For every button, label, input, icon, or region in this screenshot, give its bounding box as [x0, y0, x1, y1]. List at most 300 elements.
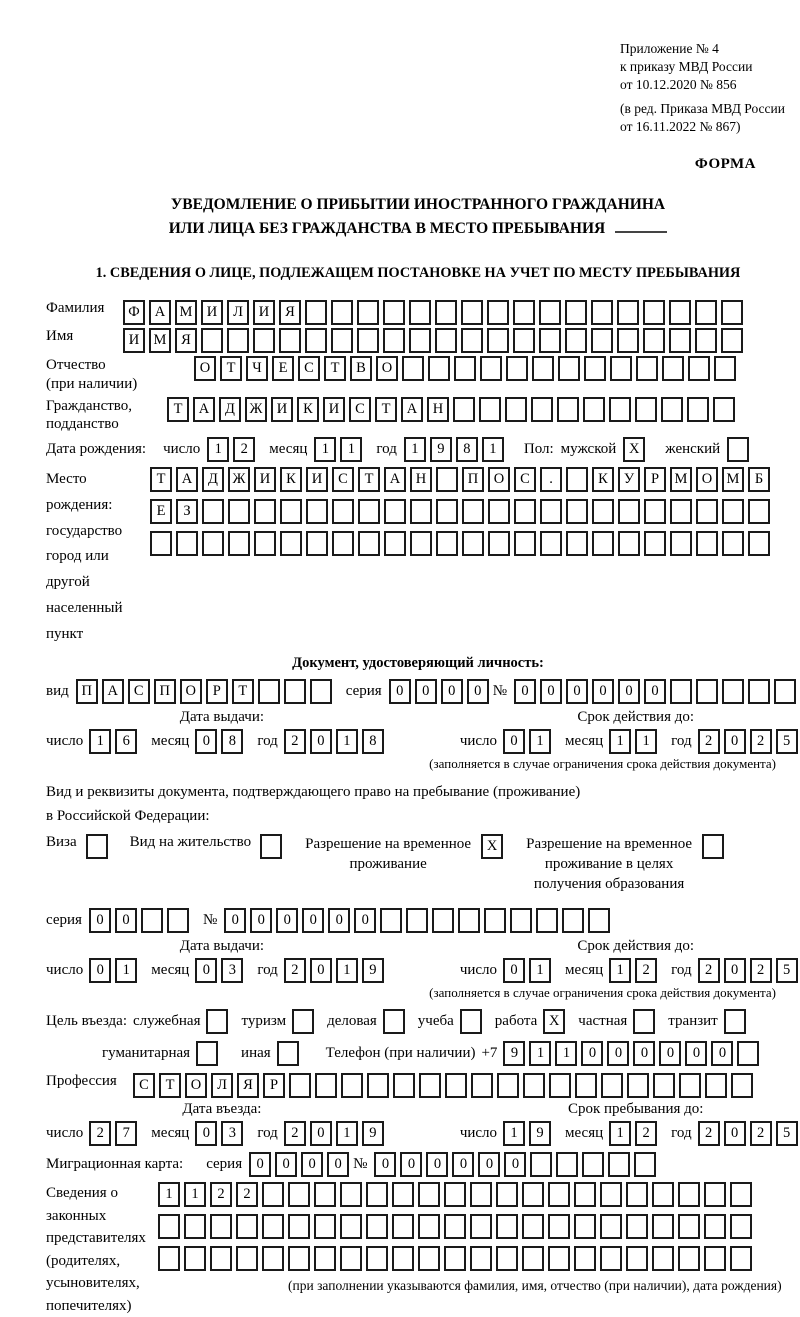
char-cell[interactable] — [574, 1214, 596, 1239]
char-cell[interactable] — [600, 1246, 622, 1271]
char-cell[interactable] — [562, 908, 584, 933]
char-cell[interactable]: 2 — [635, 1121, 657, 1146]
char-cell[interactable] — [724, 1009, 746, 1034]
char-cell[interactable] — [454, 356, 476, 381]
char-cell[interactable] — [470, 1182, 492, 1207]
char-cell[interactable]: З — [176, 499, 198, 524]
char-cell[interactable] — [210, 1214, 232, 1239]
char-cell[interactable]: Т — [159, 1073, 181, 1098]
char-cell[interactable]: 1 — [482, 437, 504, 462]
char-cell[interactable]: 1 — [529, 1041, 551, 1066]
char-cell[interactable] — [610, 356, 632, 381]
char-cell[interactable] — [548, 1246, 570, 1271]
char-cell[interactable] — [315, 1073, 337, 1098]
char-cell[interactable] — [695, 300, 717, 325]
char-cell[interactable] — [522, 1214, 544, 1239]
char-cell[interactable] — [292, 1009, 314, 1034]
char-cell[interactable]: 9 — [362, 1121, 384, 1146]
char-cell[interactable] — [470, 1246, 492, 1271]
char-cell[interactable] — [669, 300, 691, 325]
char-cell[interactable] — [591, 300, 613, 325]
char-cell[interactable] — [462, 499, 484, 524]
char-cell[interactable]: 9 — [430, 437, 452, 462]
char-cell[interactable]: 1 — [336, 958, 358, 983]
char-cell[interactable] — [254, 499, 276, 524]
char-cell[interactable] — [540, 499, 562, 524]
char-cell[interactable]: 1 — [529, 729, 551, 754]
char-cell[interactable] — [652, 1182, 674, 1207]
char-cell[interactable] — [288, 1214, 310, 1239]
char-cell[interactable]: 0 — [592, 679, 614, 704]
char-cell[interactable] — [617, 328, 639, 353]
char-cell[interactable] — [644, 499, 666, 524]
char-cell[interactable] — [522, 1246, 544, 1271]
char-cell[interactable] — [196, 1041, 218, 1066]
char-cell[interactable]: 8 — [221, 729, 243, 754]
char-cell[interactable] — [558, 356, 580, 381]
char-cell[interactable]: И — [323, 397, 345, 422]
char-cell[interactable] — [488, 499, 510, 524]
char-cell[interactable] — [384, 499, 406, 524]
place-blank-line[interactable] — [615, 231, 667, 233]
char-cell[interactable] — [627, 1073, 649, 1098]
char-cell[interactable]: Я — [279, 300, 301, 325]
char-cell[interactable]: 3 — [221, 1121, 243, 1146]
char-cell[interactable]: О — [376, 356, 398, 381]
char-cell[interactable] — [435, 300, 457, 325]
char-cell[interactable]: Р — [644, 467, 666, 492]
char-cell[interactable] — [731, 1073, 753, 1098]
char-cell[interactable] — [497, 1073, 519, 1098]
char-cell[interactable] — [670, 531, 692, 556]
char-cell[interactable]: 1 — [314, 437, 336, 462]
char-cell[interactable]: 9 — [362, 958, 384, 983]
char-cell[interactable] — [402, 356, 424, 381]
char-cell[interactable] — [626, 1182, 648, 1207]
char-cell[interactable] — [608, 1152, 630, 1177]
char-cell[interactable]: Т — [232, 679, 254, 704]
char-cell[interactable] — [737, 1041, 759, 1066]
char-cell[interactable]: 1 — [207, 437, 229, 462]
char-cell[interactable] — [418, 1214, 440, 1239]
char-cell[interactable] — [722, 679, 744, 704]
char-cell[interactable] — [461, 300, 483, 325]
char-cell[interactable] — [406, 908, 428, 933]
char-cell[interactable]: О — [180, 679, 202, 704]
char-cell[interactable] — [540, 531, 562, 556]
char-cell[interactable]: Е — [150, 499, 172, 524]
char-cell[interactable]: 0 — [250, 908, 272, 933]
char-cell[interactable] — [409, 300, 431, 325]
char-cell[interactable] — [262, 1246, 284, 1271]
char-cell[interactable]: Ж — [228, 467, 250, 492]
char-cell[interactable]: Е — [272, 356, 294, 381]
char-cell[interactable] — [86, 834, 108, 859]
char-cell[interactable] — [184, 1246, 206, 1271]
char-cell[interactable] — [453, 397, 475, 422]
char-cell[interactable]: 3 — [221, 958, 243, 983]
char-cell[interactable]: Т — [358, 467, 380, 492]
char-cell[interactable]: 0 — [224, 908, 246, 933]
char-cell[interactable]: С — [128, 679, 150, 704]
char-cell[interactable] — [366, 1246, 388, 1271]
char-cell[interactable] — [661, 397, 683, 422]
char-cell[interactable] — [410, 499, 432, 524]
char-cell[interactable]: 0 — [310, 958, 332, 983]
char-cell[interactable]: 0 — [328, 908, 350, 933]
char-cell[interactable]: 0 — [659, 1041, 681, 1066]
char-cell[interactable]: 2 — [210, 1182, 232, 1207]
char-cell[interactable] — [539, 300, 561, 325]
char-cell[interactable] — [288, 1246, 310, 1271]
char-cell[interactable] — [601, 1073, 623, 1098]
char-cell[interactable] — [314, 1182, 336, 1207]
char-cell[interactable] — [566, 499, 588, 524]
char-cell[interactable] — [314, 1246, 336, 1271]
char-cell[interactable] — [201, 328, 223, 353]
char-cell[interactable] — [445, 1073, 467, 1098]
char-cell[interactable] — [652, 1246, 674, 1271]
char-cell[interactable]: Я — [175, 328, 197, 353]
char-cell[interactable]: Б — [748, 467, 770, 492]
char-cell[interactable] — [609, 397, 631, 422]
char-cell[interactable] — [392, 1182, 414, 1207]
char-cell[interactable]: 0 — [195, 958, 217, 983]
char-cell[interactable]: Д — [202, 467, 224, 492]
char-cell[interactable]: 0 — [467, 679, 489, 704]
char-cell[interactable] — [471, 1073, 493, 1098]
char-cell[interactable]: 2 — [284, 729, 306, 754]
char-cell[interactable]: 2 — [233, 437, 255, 462]
char-cell[interactable] — [514, 531, 536, 556]
char-cell[interactable] — [158, 1246, 180, 1271]
char-cell[interactable]: 0 — [327, 1152, 349, 1177]
char-cell[interactable]: К — [592, 467, 614, 492]
char-cell[interactable]: 2 — [89, 1121, 111, 1146]
char-cell[interactable] — [704, 1182, 726, 1207]
char-cell[interactable] — [488, 531, 510, 556]
char-cell[interactable] — [565, 328, 587, 353]
char-cell[interactable]: С — [133, 1073, 155, 1098]
char-cell[interactable] — [670, 679, 692, 704]
char-cell[interactable] — [227, 328, 249, 353]
char-cell[interactable]: 0 — [426, 1152, 448, 1177]
char-cell[interactable]: В — [350, 356, 372, 381]
char-cell[interactable]: О — [194, 356, 216, 381]
char-cell[interactable] — [730, 1182, 752, 1207]
char-cell[interactable] — [357, 328, 379, 353]
char-cell[interactable]: Л — [227, 300, 249, 325]
char-cell[interactable]: 0 — [301, 1152, 323, 1177]
char-cell[interactable] — [358, 531, 380, 556]
char-cell[interactable] — [366, 1214, 388, 1239]
char-cell[interactable] — [306, 531, 328, 556]
char-cell[interactable]: 0 — [685, 1041, 707, 1066]
char-cell[interactable]: 2 — [750, 729, 772, 754]
char-cell[interactable]: 2 — [284, 1121, 306, 1146]
char-cell[interactable] — [158, 1214, 180, 1239]
char-cell[interactable] — [530, 1152, 552, 1177]
char-cell[interactable] — [722, 531, 744, 556]
char-cell[interactable] — [384, 531, 406, 556]
char-cell[interactable] — [626, 1214, 648, 1239]
char-cell[interactable] — [643, 328, 665, 353]
char-cell[interactable] — [206, 1009, 228, 1034]
char-cell[interactable]: 0 — [302, 908, 324, 933]
char-cell[interactable]: 0 — [724, 729, 746, 754]
char-cell[interactable]: О — [696, 467, 718, 492]
char-cell[interactable] — [262, 1214, 284, 1239]
char-cell[interactable] — [306, 499, 328, 524]
char-cell[interactable]: 0 — [711, 1041, 733, 1066]
char-cell[interactable] — [310, 679, 332, 704]
char-cell[interactable]: 2 — [698, 958, 720, 983]
char-cell[interactable] — [284, 679, 306, 704]
char-cell[interactable]: 0 — [452, 1152, 474, 1177]
char-cell[interactable] — [340, 1246, 362, 1271]
char-cell[interactable]: П — [76, 679, 98, 704]
char-cell[interactable] — [600, 1182, 622, 1207]
char-cell[interactable]: 0 — [633, 1041, 655, 1066]
char-cell[interactable] — [392, 1214, 414, 1239]
char-cell[interactable]: Ж — [245, 397, 267, 422]
char-cell[interactable] — [513, 300, 535, 325]
char-cell[interactable]: Р — [263, 1073, 285, 1098]
char-cell[interactable] — [592, 531, 614, 556]
char-cell[interactable]: Т — [167, 397, 189, 422]
char-cell[interactable]: 2 — [698, 1121, 720, 1146]
char-cell[interactable] — [678, 1182, 700, 1207]
char-cell[interactable]: Т — [324, 356, 346, 381]
char-cell[interactable]: М — [175, 300, 197, 325]
char-cell[interactable] — [688, 356, 710, 381]
char-cell[interactable]: 0 — [276, 908, 298, 933]
char-cell[interactable]: 0 — [724, 958, 746, 983]
char-cell[interactable]: С — [298, 356, 320, 381]
char-cell[interactable]: Т — [150, 467, 172, 492]
char-cell[interactable] — [184, 1214, 206, 1239]
char-cell[interactable] — [150, 531, 172, 556]
char-cell[interactable]: П — [462, 467, 484, 492]
char-cell[interactable]: 1 — [529, 958, 551, 983]
char-cell[interactable]: 0 — [503, 729, 525, 754]
char-cell[interactable] — [617, 300, 639, 325]
char-cell[interactable] — [341, 1073, 363, 1098]
char-cell[interactable]: К — [297, 397, 319, 422]
char-cell[interactable] — [236, 1246, 258, 1271]
char-cell[interactable] — [176, 531, 198, 556]
char-cell[interactable] — [636, 356, 658, 381]
char-cell[interactable] — [444, 1214, 466, 1239]
char-cell[interactable] — [458, 908, 480, 933]
char-cell[interactable] — [662, 356, 684, 381]
char-cell[interactable] — [565, 300, 587, 325]
char-cell[interactable]: М — [722, 467, 744, 492]
char-cell[interactable] — [436, 467, 458, 492]
char-cell[interactable] — [314, 1214, 336, 1239]
char-cell[interactable]: И — [306, 467, 328, 492]
char-cell[interactable] — [721, 300, 743, 325]
char-cell[interactable]: 5 — [776, 729, 798, 754]
char-cell[interactable] — [254, 531, 276, 556]
char-cell[interactable] — [705, 1073, 727, 1098]
char-cell[interactable]: М — [670, 467, 692, 492]
char-cell[interactable]: 8 — [362, 729, 384, 754]
char-cell[interactable] — [513, 328, 535, 353]
char-cell[interactable] — [331, 328, 353, 353]
char-cell[interactable] — [582, 1152, 604, 1177]
char-cell[interactable] — [210, 1246, 232, 1271]
char-cell[interactable]: А — [384, 467, 406, 492]
char-cell[interactable] — [522, 1182, 544, 1207]
char-cell[interactable] — [383, 300, 405, 325]
char-cell[interactable]: Ч — [246, 356, 268, 381]
char-cell[interactable] — [393, 1073, 415, 1098]
char-cell[interactable] — [436, 531, 458, 556]
char-cell[interactable]: 0 — [400, 1152, 422, 1177]
char-cell[interactable]: П — [154, 679, 176, 704]
char-cell[interactable]: 0 — [310, 729, 332, 754]
char-cell[interactable] — [670, 499, 692, 524]
char-cell[interactable] — [687, 397, 709, 422]
char-cell[interactable] — [461, 328, 483, 353]
char-cell[interactable] — [392, 1246, 414, 1271]
char-cell[interactable]: Я — [237, 1073, 259, 1098]
char-cell[interactable] — [470, 1214, 492, 1239]
char-cell[interactable] — [419, 1073, 441, 1098]
char-cell[interactable]: 6 — [115, 729, 137, 754]
char-cell[interactable]: 0 — [415, 679, 437, 704]
char-cell[interactable]: 9 — [529, 1121, 551, 1146]
char-cell[interactable] — [575, 1073, 597, 1098]
char-cell[interactable] — [357, 300, 379, 325]
char-cell[interactable] — [510, 908, 532, 933]
char-cell[interactable]: X — [623, 437, 645, 462]
char-cell[interactable] — [435, 328, 457, 353]
char-cell[interactable] — [557, 397, 579, 422]
char-cell[interactable] — [487, 300, 509, 325]
char-cell[interactable] — [484, 908, 506, 933]
char-cell[interactable]: 0 — [195, 1121, 217, 1146]
char-cell[interactable]: 2 — [698, 729, 720, 754]
char-cell[interactable]: К — [280, 467, 302, 492]
char-cell[interactable] — [600, 1214, 622, 1239]
char-cell[interactable]: 0 — [374, 1152, 396, 1177]
char-cell[interactable]: 0 — [504, 1152, 526, 1177]
char-cell[interactable] — [774, 679, 796, 704]
char-cell[interactable]: А — [149, 300, 171, 325]
char-cell[interactable] — [332, 499, 354, 524]
char-cell[interactable] — [332, 531, 354, 556]
char-cell[interactable]: 1 — [340, 437, 362, 462]
char-cell[interactable] — [679, 1073, 701, 1098]
char-cell[interactable] — [428, 356, 450, 381]
char-cell[interactable]: 0 — [310, 1121, 332, 1146]
char-cell[interactable] — [727, 437, 749, 462]
char-cell[interactable] — [721, 328, 743, 353]
char-cell[interactable] — [539, 328, 561, 353]
char-cell[interactable] — [279, 328, 301, 353]
char-cell[interactable] — [340, 1214, 362, 1239]
char-cell[interactable]: 0 — [644, 679, 666, 704]
char-cell[interactable]: 1 — [609, 958, 631, 983]
char-cell[interactable] — [262, 1182, 284, 1207]
char-cell[interactable] — [436, 499, 458, 524]
char-cell[interactable] — [588, 908, 610, 933]
char-cell[interactable]: 0 — [441, 679, 463, 704]
char-cell[interactable]: 2 — [750, 958, 772, 983]
char-cell[interactable] — [704, 1246, 726, 1271]
char-cell[interactable] — [280, 499, 302, 524]
char-cell[interactable] — [730, 1214, 752, 1239]
char-cell[interactable]: 0 — [249, 1152, 271, 1177]
char-cell[interactable]: А — [193, 397, 215, 422]
char-cell[interactable]: Д — [219, 397, 241, 422]
char-cell[interactable] — [383, 1009, 405, 1034]
char-cell[interactable]: 0 — [115, 908, 137, 933]
char-cell[interactable] — [228, 499, 250, 524]
char-cell[interactable] — [305, 300, 327, 325]
char-cell[interactable] — [626, 1246, 648, 1271]
char-cell[interactable] — [487, 328, 509, 353]
char-cell[interactable]: И — [201, 300, 223, 325]
char-cell[interactable] — [480, 356, 502, 381]
char-cell[interactable]: 0 — [503, 958, 525, 983]
char-cell[interactable]: 0 — [540, 679, 562, 704]
char-cell[interactable] — [653, 1073, 675, 1098]
char-cell[interactable] — [556, 1152, 578, 1177]
char-cell[interactable] — [695, 328, 717, 353]
char-cell[interactable] — [496, 1214, 518, 1239]
char-cell[interactable]: 1 — [609, 1121, 631, 1146]
char-cell[interactable]: 0 — [478, 1152, 500, 1177]
char-cell[interactable] — [669, 328, 691, 353]
char-cell[interactable] — [258, 679, 280, 704]
char-cell[interactable]: О — [185, 1073, 207, 1098]
char-cell[interactable] — [536, 908, 558, 933]
char-cell[interactable]: X — [543, 1009, 565, 1034]
char-cell[interactable] — [460, 1009, 482, 1034]
char-cell[interactable]: 1 — [503, 1121, 525, 1146]
char-cell[interactable]: 0 — [581, 1041, 603, 1066]
char-cell[interactable]: 0 — [195, 729, 217, 754]
char-cell[interactable] — [531, 397, 553, 422]
char-cell[interactable] — [331, 300, 353, 325]
char-cell[interactable]: 2 — [635, 958, 657, 983]
char-cell[interactable] — [305, 328, 327, 353]
char-cell[interactable]: А — [176, 467, 198, 492]
char-cell[interactable]: С — [514, 467, 536, 492]
char-cell[interactable] — [383, 328, 405, 353]
char-cell[interactable]: 1 — [336, 729, 358, 754]
char-cell[interactable] — [432, 908, 454, 933]
char-cell[interactable] — [358, 499, 380, 524]
char-cell[interactable]: Т — [375, 397, 397, 422]
char-cell[interactable]: 1 — [184, 1182, 206, 1207]
char-cell[interactable] — [748, 531, 770, 556]
char-cell[interactable] — [566, 467, 588, 492]
char-cell[interactable] — [289, 1073, 311, 1098]
char-cell[interactable] — [730, 1246, 752, 1271]
char-cell[interactable] — [479, 397, 501, 422]
char-cell[interactable]: Т — [220, 356, 242, 381]
char-cell[interactable] — [713, 397, 735, 422]
char-cell[interactable]: 1 — [555, 1041, 577, 1066]
char-cell[interactable] — [722, 499, 744, 524]
char-cell[interactable]: 0 — [618, 679, 640, 704]
char-cell[interactable] — [236, 1214, 258, 1239]
char-cell[interactable] — [714, 356, 736, 381]
